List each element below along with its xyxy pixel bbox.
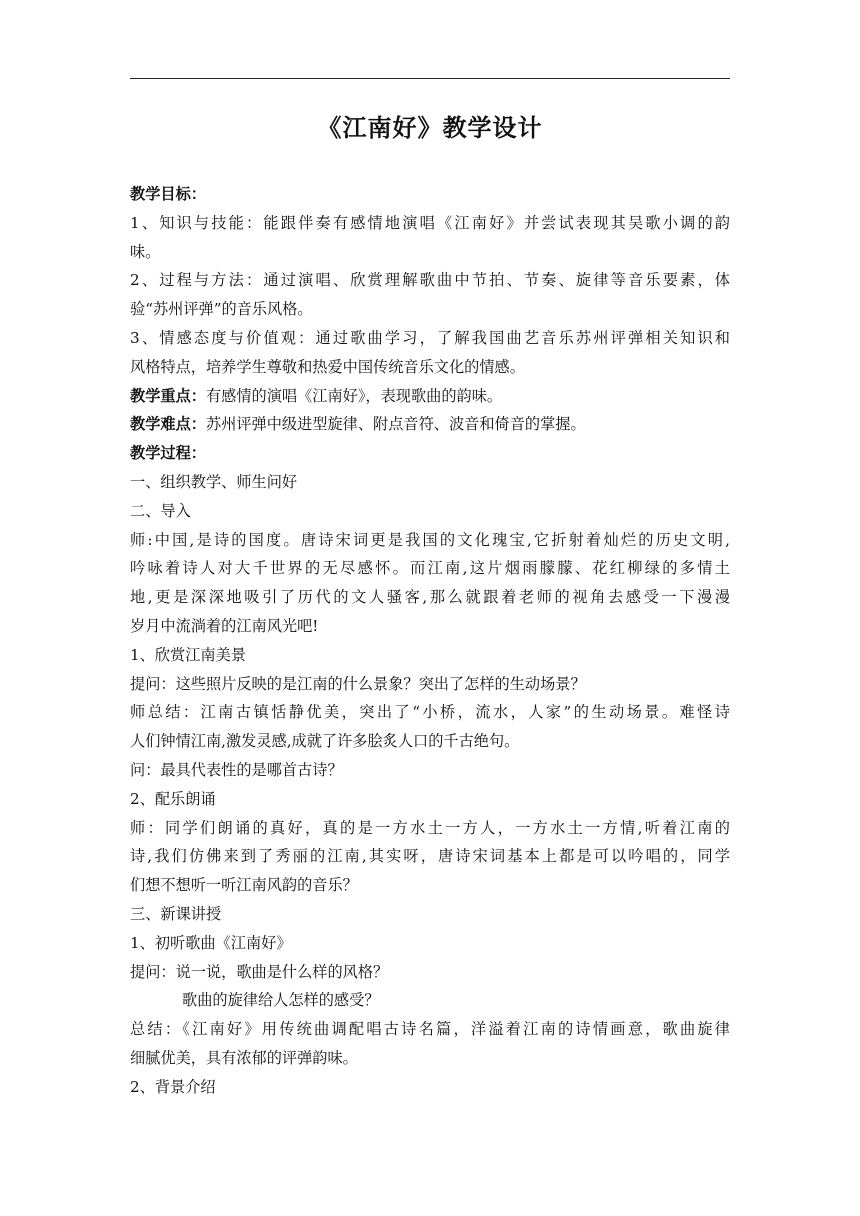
question-1: 提问：这些照片反映的是江南的什么景象？突出了怎样的生动场景？ — [130, 674, 586, 693]
question-2: 问：最具代表性的是哪首古诗？ — [130, 760, 343, 779]
process-heading: 教学过程： — [130, 444, 206, 463]
objective-3-line-2: 风格特点，培养学生尊敬和热爱中国传统音乐文化的情感。 — [130, 357, 525, 376]
section-2-heading: 二、导入 — [130, 501, 191, 520]
header-rule — [130, 78, 730, 79]
section-3-heading: 三、新课讲授 — [130, 904, 222, 923]
subsection-2-heading: 2、配乐朗诵 — [130, 789, 216, 808]
recite-line-3: 们想不想听一听江南风韵的音乐？ — [130, 876, 358, 895]
difficulty-text: 苏州评弹中级进型旋律、附点音符、波音和倚音的掌握。 — [205, 415, 586, 434]
question-4: 歌曲的旋律给人怎样的感受？ — [182, 991, 380, 1010]
subsection-1-heading: 1、欣赏江南美景 — [130, 645, 246, 664]
objective-3-line-1: 3、情感态度与价值观：通过歌曲学习，了解我国曲艺音乐苏州评弹相关知识和 — [130, 328, 730, 347]
intro-line-1: 师:中国,是诗的国度。唐诗宋词更是我国的文化瑰宝,它折射着灿烂的历史文明, — [130, 530, 730, 549]
objective-2-line-2: 验“苏州评弹”的音乐风格。 — [130, 300, 313, 319]
objectives-heading: 教学目标： — [130, 185, 206, 203]
question-3: 提问：说一说，歌曲是什么样的风格？ — [130, 962, 389, 981]
recite-line-1: 师：同学们朗诵的真好，真的是一方水土一方人，一方水土一方情,听着江南的 — [130, 818, 730, 837]
difficulty-label: 教学难点： — [130, 415, 206, 434]
summary-2-line-1: 总结：《江南好》用传统曲调配唱古诗名篇，洋溢着江南的诗情画意，歌曲旋律 — [130, 1020, 730, 1039]
summary-1-line-1: 师总结：江南古镇恬静优美，突出了“小桥，流水，人家”的生动场景。难怪诗 — [130, 703, 730, 722]
summary-1-line-2: 人们钟情江南,激发灵感,成就了许多脍炙人口的千古绝句。 — [130, 732, 520, 751]
subsection-4-heading: 2、背景介绍 — [130, 1077, 216, 1096]
difficulty-paragraph — [130, 410, 730, 439]
intro-line-2: 吟咏着诗人对大千世界的无尽感怀。而江南,这片烟雨朦朦、花红柳绿的多情土 — [130, 559, 730, 578]
section-1-heading: 一、组织教学、师生问好 — [130, 472, 298, 491]
objective-1-line-2: 味。 — [130, 242, 161, 261]
key-point-text: 有感情的演唱《江南好》，表现歌曲的韵味。 — [205, 386, 503, 405]
subsection-3-heading: 1、初听歌曲《江南好》 — [130, 933, 292, 952]
intro-line-3: 地,更是深深地吸引了历代的文人骚客,那么就跟着老师的视角去感受一下漫漫 — [130, 588, 730, 607]
key-point-label: 教学重点： — [130, 386, 206, 405]
recite-line-2: 诗,我们仿佛来到了秀丽的江南,其实呀，唐诗宋词基本上都是可以吟唱的，同学 — [130, 847, 730, 866]
document-body — [130, 180, 730, 1102]
objective-2-line-1: 2、过程与方法：通过演唱、欣赏理解歌曲中节拍、节奏、旋律等音乐要素，体 — [130, 271, 730, 290]
objective-1-line-1: 1、知识与技能：能跟伴奏有感情地演唱《江南好》并尝试表现其吴歌小调的韵 — [130, 213, 730, 232]
key-point-paragraph — [130, 382, 730, 411]
summary-2-line-2: 细腻优美，具有浓郁的评弹韵味。 — [130, 1048, 358, 1067]
document-title: 《江南好》教学设计 — [317, 114, 543, 142]
intro-line-4: 岁月中流淌着的江南风光吧! — [130, 616, 319, 635]
